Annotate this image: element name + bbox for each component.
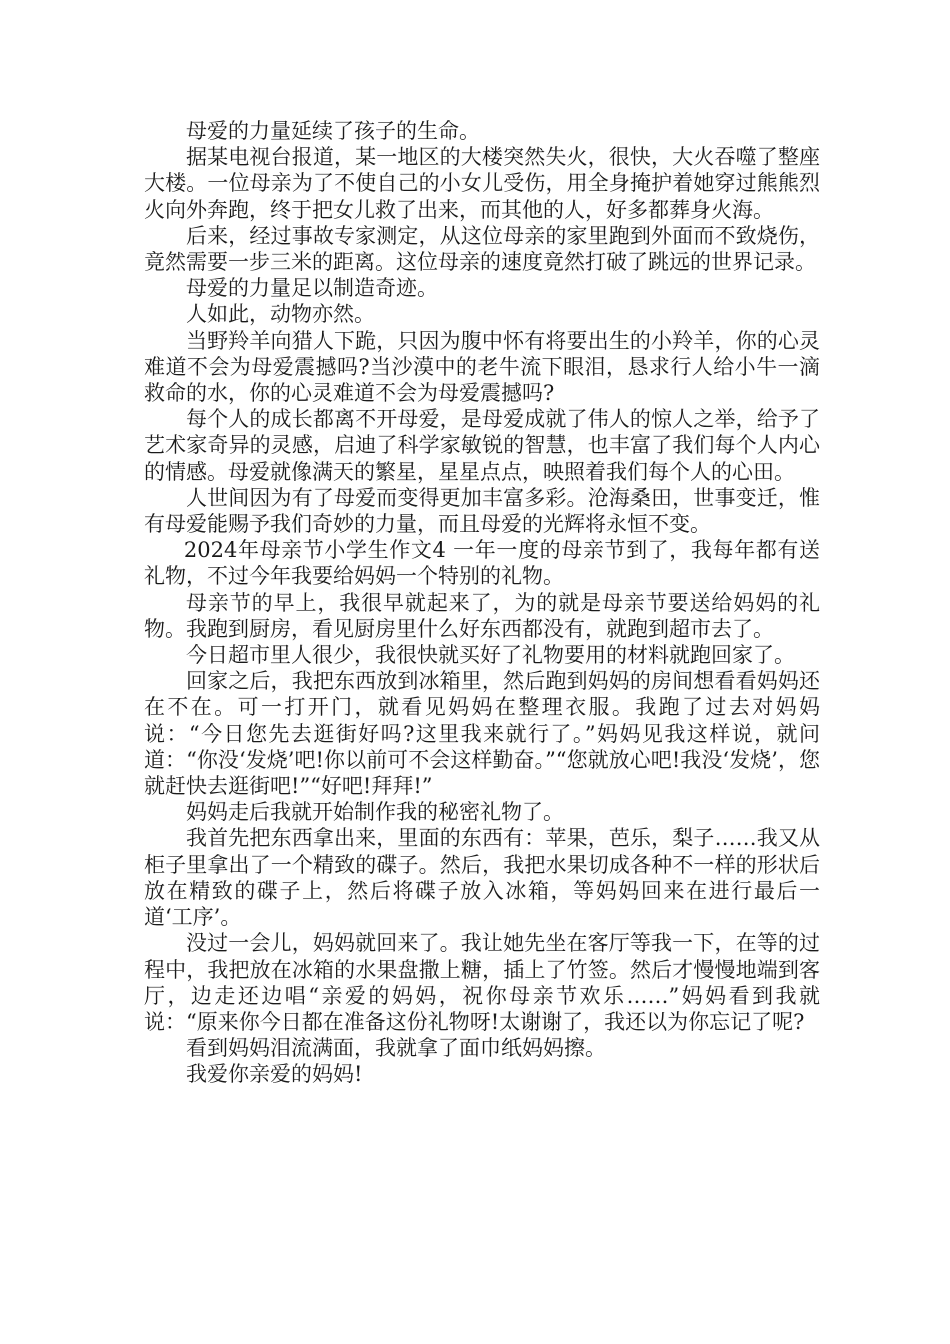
paragraph-12: 回家之后，我把东西放到冰箱里，然后跑到妈妈的房间想看看妈妈还在不在。可一打开门，就看见妈妈在整理衣服。我跑了过去对妈妈说：“今日您先去逛街好吗?这里我来就行了。”妈妈见我这样说，就问道：“你没‘发烧’吧!你以前可不会这样勤奋。”“您就放心吧!我没‘发烧’，您就赶快去逛街吧!”“好吧!拜拜!”	[144, 669, 820, 799]
paragraph-13: 妈妈走后我就开始制作我的秘密礼物了。	[186, 800, 564, 825]
paragraph-10: 母亲节的早上，我很早就起来了，为的就是母亲节要送给妈妈的礼物。我跑到厨房，看见厨房里什么好东西都没有，就跑到超市去了。	[144, 590, 820, 641]
paragraph-4: 母爱的力量足以制造奇迹。	[186, 276, 438, 301]
paragraph-7: 每个人的成长都离不开母爱，是母爱成就了伟人的惊人之举，给予了艺术家奇异的灵感，启迪了科学家敏锐的智慧，也丰富了我们每个人内心的情感。母爱就像满天的繁星，星星点点，映照着我们每个人的心田。	[144, 407, 820, 484]
essay-body	[144, 118, 820, 1088]
paragraph-14: 我首先把东西拿出来，里面的东西有：苹果，芭乐，梨子……我又从柜子里拿出了一个精致的碟子。然后，我把水果切成各种不一样的形状后放在精致的碟子上，然后将碟子放入冰箱，等妈妈回来在进行最后一道‘工序’。	[144, 826, 820, 930]
essay-heading-paragraph: 2024年母亲节小学生作文4 一年一度的母亲节到了，我每年都有送礼物，不过今年我要给妈妈一个特别的礼物。	[144, 538, 820, 589]
paragraph-17: 我爱你亲爱的妈妈!	[186, 1062, 363, 1087]
paragraph-15: 没过一会儿，妈妈就回来了。我让她先坐在客厅等我一下，在等的过程中，我把放在冰箱的水果盘撒上糖，插上了竹签。然后才慢慢地端到客厅，边走还边唱“亲爱的妈妈，祝你母亲节欢乐……”妈妈看到我就说：“原来你今日都在准备这份礼物呀!太谢谢了，我还以为你忘记了呢?	[144, 931, 820, 1034]
paragraph-5: 人如此，动物亦然。	[186, 302, 375, 327]
paragraph-6: 当野羚羊向猎人下跪，只因为腹中怀有将要出生的小羚羊，你的心灵难道不会为母爱震撼吗?当沙漠中的老牛流下眼泪，恳求行人给小牛一滴救命的水，你的心灵难道不会为母爱震撼吗?	[144, 328, 820, 406]
paragraph-8: 人世间因为有了母爱而变得更加丰富多彩。沧海桑田，世事变迁，惟有母爱能赐予我们奇妙的力量，而且母爱的光辉将永恒不变。	[144, 485, 820, 537]
paragraph-11: 今日超市里人很少，我很快就买好了礼物要用的材料就跑回家了。	[186, 643, 795, 668]
paragraph-2: 据某电视台报道，某一地区的大楼突然失火，很快，大火吞噬了整座大楼。一位母亲为了不使自己的小女儿受伤，用全身掩护着她穿过熊熊烈火向外奔跑，终于把女儿救了出来，而其他的人，好多都葬身火海。	[144, 145, 820, 222]
paragraph-1: 母爱的力量延续了孩子的生命。	[186, 119, 480, 143]
paragraph-3: 后来，经过事故专家测定，从这位母亲的家里跑到外面而不致烧伤，竟然需要一步三米的距离。这位母亲的速度竟然打破了跳远的世界记录。	[144, 223, 820, 275]
paragraph-16: 看到妈妈泪流满面，我就拿了面巾纸妈妈擦。	[186, 1036, 606, 1061]
